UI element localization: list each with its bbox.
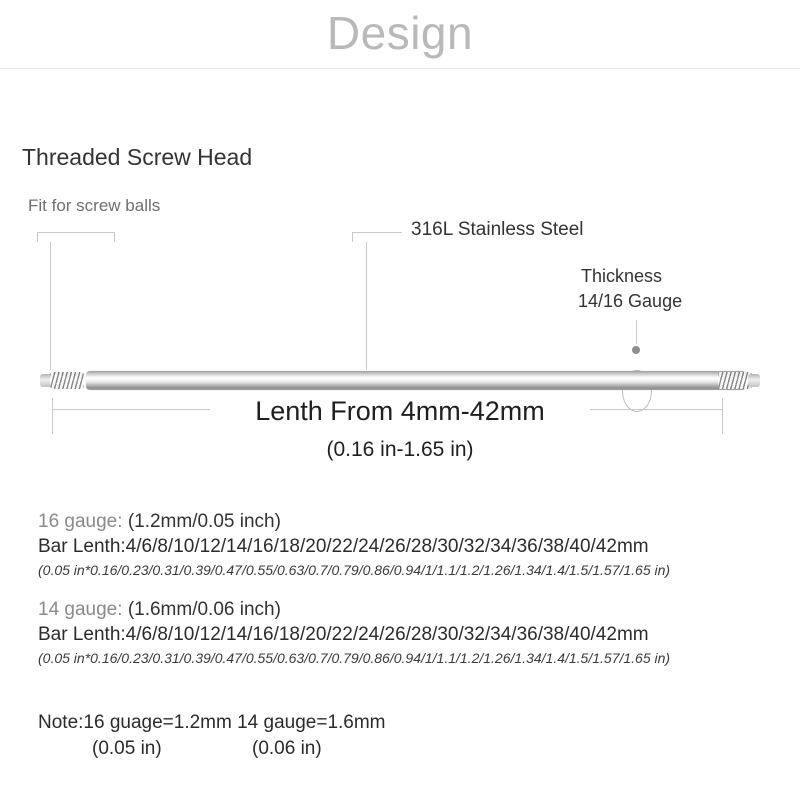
- barbell-shaft: [86, 371, 746, 390]
- spec-16-gauge-name: 16 gauge:: [38, 511, 123, 532]
- spec-block-16-gauge: [38, 510, 768, 580]
- spec-14-bar-length-inches: (0.05 in*0.16/0.23/0.31/0.39/0.47/0.55/0.63/0.7/0.79/0.86/0.94/1/1.1/1.2/1.26/1.34/1.4/1.5/1.57/1.65 in): [38, 650, 671, 666]
- header-divider: [0, 68, 800, 69]
- thickness-pointer-dot: [632, 346, 640, 354]
- leader-material-drop: [366, 242, 367, 370]
- note-line: Note:16 guage=1.2mm 14 gauge=1.6mm: [38, 712, 386, 733]
- dimension-length-text: Lenth From 4mm-42mm: [255, 396, 545, 426]
- leader-fit-bracket-right-tick: [114, 232, 115, 242]
- barbell-thread-right: [718, 372, 752, 389]
- spec-16-heading: [38, 510, 768, 534]
- barbell-thread-left: [50, 372, 84, 389]
- spec-14-gauge-name: 14 gauge:: [38, 599, 123, 620]
- label-thickness: Thickness: [581, 266, 663, 286]
- leader-fit-drop: [50, 242, 51, 370]
- leader-material-bracket: [352, 232, 402, 233]
- label-material: 316L Stainless Steel: [411, 219, 584, 240]
- note-inches-16: (0.05 in): [92, 738, 162, 759]
- note-inches-14: (0.06 in): [252, 738, 322, 759]
- label-fit-for-screw-balls: Fit for screw balls: [28, 196, 161, 215]
- spec-14-gauge-size: (1.6mm/0.06 inch): [127, 599, 281, 620]
- page-title: Design: [326, 7, 474, 59]
- dimension-length-inches: (0.16 in-1.65 in): [326, 438, 474, 461]
- leader-material-bracket-tick: [352, 232, 353, 242]
- spec-14-heading: [38, 598, 768, 622]
- spec-16-bar-length: Bar Lenth:4/6/8/10/12/14/16/18/20/22/24/26/28/30/32/34/36/38/40/42mm: [38, 536, 649, 557]
- spec-block-14-gauge: [38, 598, 768, 668]
- spec-16-bar-length-inches: (0.05 in*0.16/0.23/0.31/0.39/0.47/0.55/0.63/0.7/0.79/0.86/0.94/1/1.1/1.2/1.26/1.34/1.4/1.5/1.57/1.65 in): [38, 562, 671, 578]
- leader-fit-bracket-left-tick: [37, 232, 38, 242]
- spec-16-gauge-size: (1.2mm/0.05 inch): [127, 511, 281, 532]
- label-threaded-screw-head: Threaded Screw Head: [22, 144, 253, 170]
- leader-thickness-drop: [636, 320, 637, 344]
- barbell-tip-right: [748, 374, 760, 387]
- leader-fit-bracket: [37, 232, 115, 233]
- barbell-illustration: [28, 366, 752, 396]
- spec-14-bar-length: Bar Lenth:4/6/8/10/12/14/16/18/20/22/24/26/28/30/32/34/36/38/40/42mm: [38, 624, 649, 645]
- label-thickness-value: 14/16 Gauge: [578, 291, 683, 311]
- page-header: [0, 0, 800, 70]
